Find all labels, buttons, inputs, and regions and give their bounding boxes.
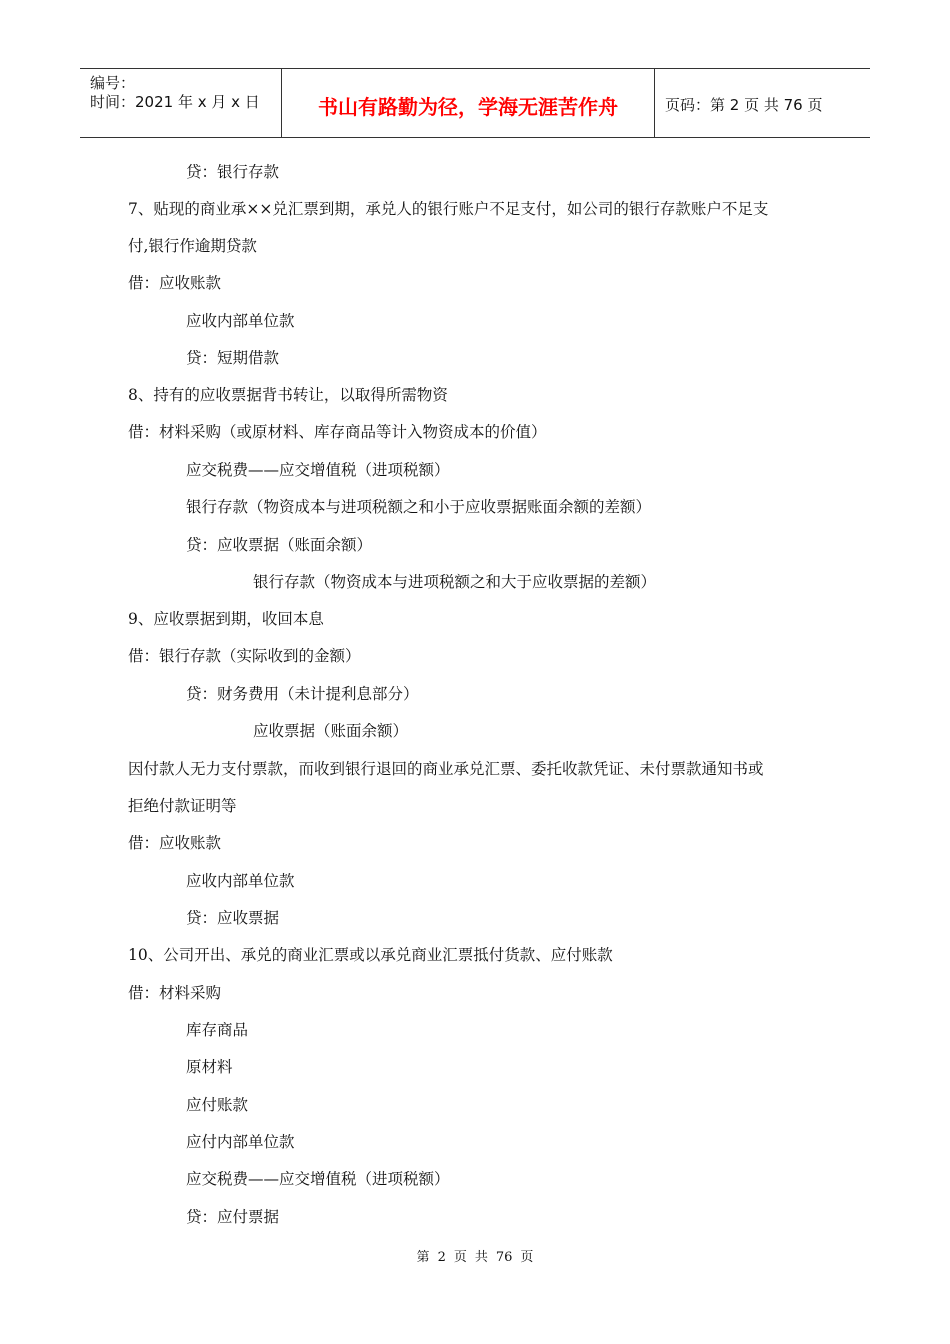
text-line: 拒绝付款证明等 <box>128 797 237 815</box>
text-line: 贷：应付票据 <box>186 1208 280 1226</box>
header-meta-cell <box>80 69 282 137</box>
text-line: 借：银行存款（实际收到的金额） <box>128 647 361 665</box>
text-line: 借：材料采购（或原材料、库存商品等计入物资成本的价值） <box>128 423 547 441</box>
text-line: 借：应收账款 <box>128 834 222 852</box>
text-line: 因付款人无力支付票款，而收到银行退回的商业承兑汇票、委托收款凭证、未付票款通知书或 <box>128 760 764 778</box>
text-line: 应收内部单位款 <box>186 312 295 330</box>
text-line: 借：应收账款 <box>128 274 222 292</box>
footer-di: 第 <box>416 1250 430 1265</box>
text-line: 原材料 <box>186 1058 233 1076</box>
page-footer <box>0 1246 950 1265</box>
text-line: 10、公司开出、承兑的商业汇票或以承兑商业汇票抵付货款、应付账款 <box>128 946 613 964</box>
text-line: 付,银行作逾期贷款 <box>128 237 257 255</box>
text-line: 应付账款 <box>186 1096 249 1114</box>
footer-page-number: 2 <box>437 1250 446 1265</box>
header-page-info: 页码：第 2 页 共 76 页 <box>665 96 823 114</box>
text-line: 贷：银行存款 <box>186 163 280 181</box>
text-line: 8、持有的应收票据背书转让，以取得所需物资 <box>128 386 448 404</box>
footer-ye: 页 <box>453 1250 467 1265</box>
document-number-label: 编号： <box>90 74 136 92</box>
text-line: 银行存款（物资成本与进项税额之和小于应收票据账面余额的差额） <box>186 498 652 516</box>
text-line: 应交税费——应交增值税（进项税额） <box>186 1170 450 1188</box>
header-motto: 书山有路勤为径，学海无涯苦作舟 <box>318 95 618 119</box>
header-page-cell <box>655 69 870 137</box>
header-motto-cell <box>282 69 655 137</box>
text-line: 应收内部单位款 <box>186 872 295 890</box>
text-line: 贷：短期借款 <box>186 349 280 367</box>
text-line: 贷：财务费用（未计提利息部分） <box>186 685 419 703</box>
text-line: 贷：应收票据 <box>186 909 280 927</box>
text-line: 库存商品 <box>186 1021 249 1039</box>
text-line: 应付内部单位款 <box>186 1133 295 1151</box>
text-line: 贷：应收票据（账面余额） <box>186 536 373 554</box>
text-line: 9、应收票据到期，收回本息 <box>128 610 324 628</box>
text-line: 借：材料采购 <box>128 984 222 1002</box>
text-line: 银行存款（物资成本与进项税额之和大于应收票据的差额） <box>253 573 657 591</box>
text-line: 应交税费——应交增值税（进项税额） <box>186 461 450 479</box>
footer-total-pages: 76 <box>495 1250 513 1265</box>
text-line: 7、贴现的商业承××兑汇票到期，承兑人的银行账户不足支付，如公司的银行存款账户不足支 <box>128 200 769 218</box>
text-line: 应收票据（账面余额） <box>253 722 409 740</box>
document-date: 时间：2021 年 x 月 x 日 <box>90 93 260 111</box>
footer-gong: 共 <box>474 1250 488 1265</box>
footer-ye2: 页 <box>520 1250 534 1265</box>
page-header <box>80 68 870 138</box>
